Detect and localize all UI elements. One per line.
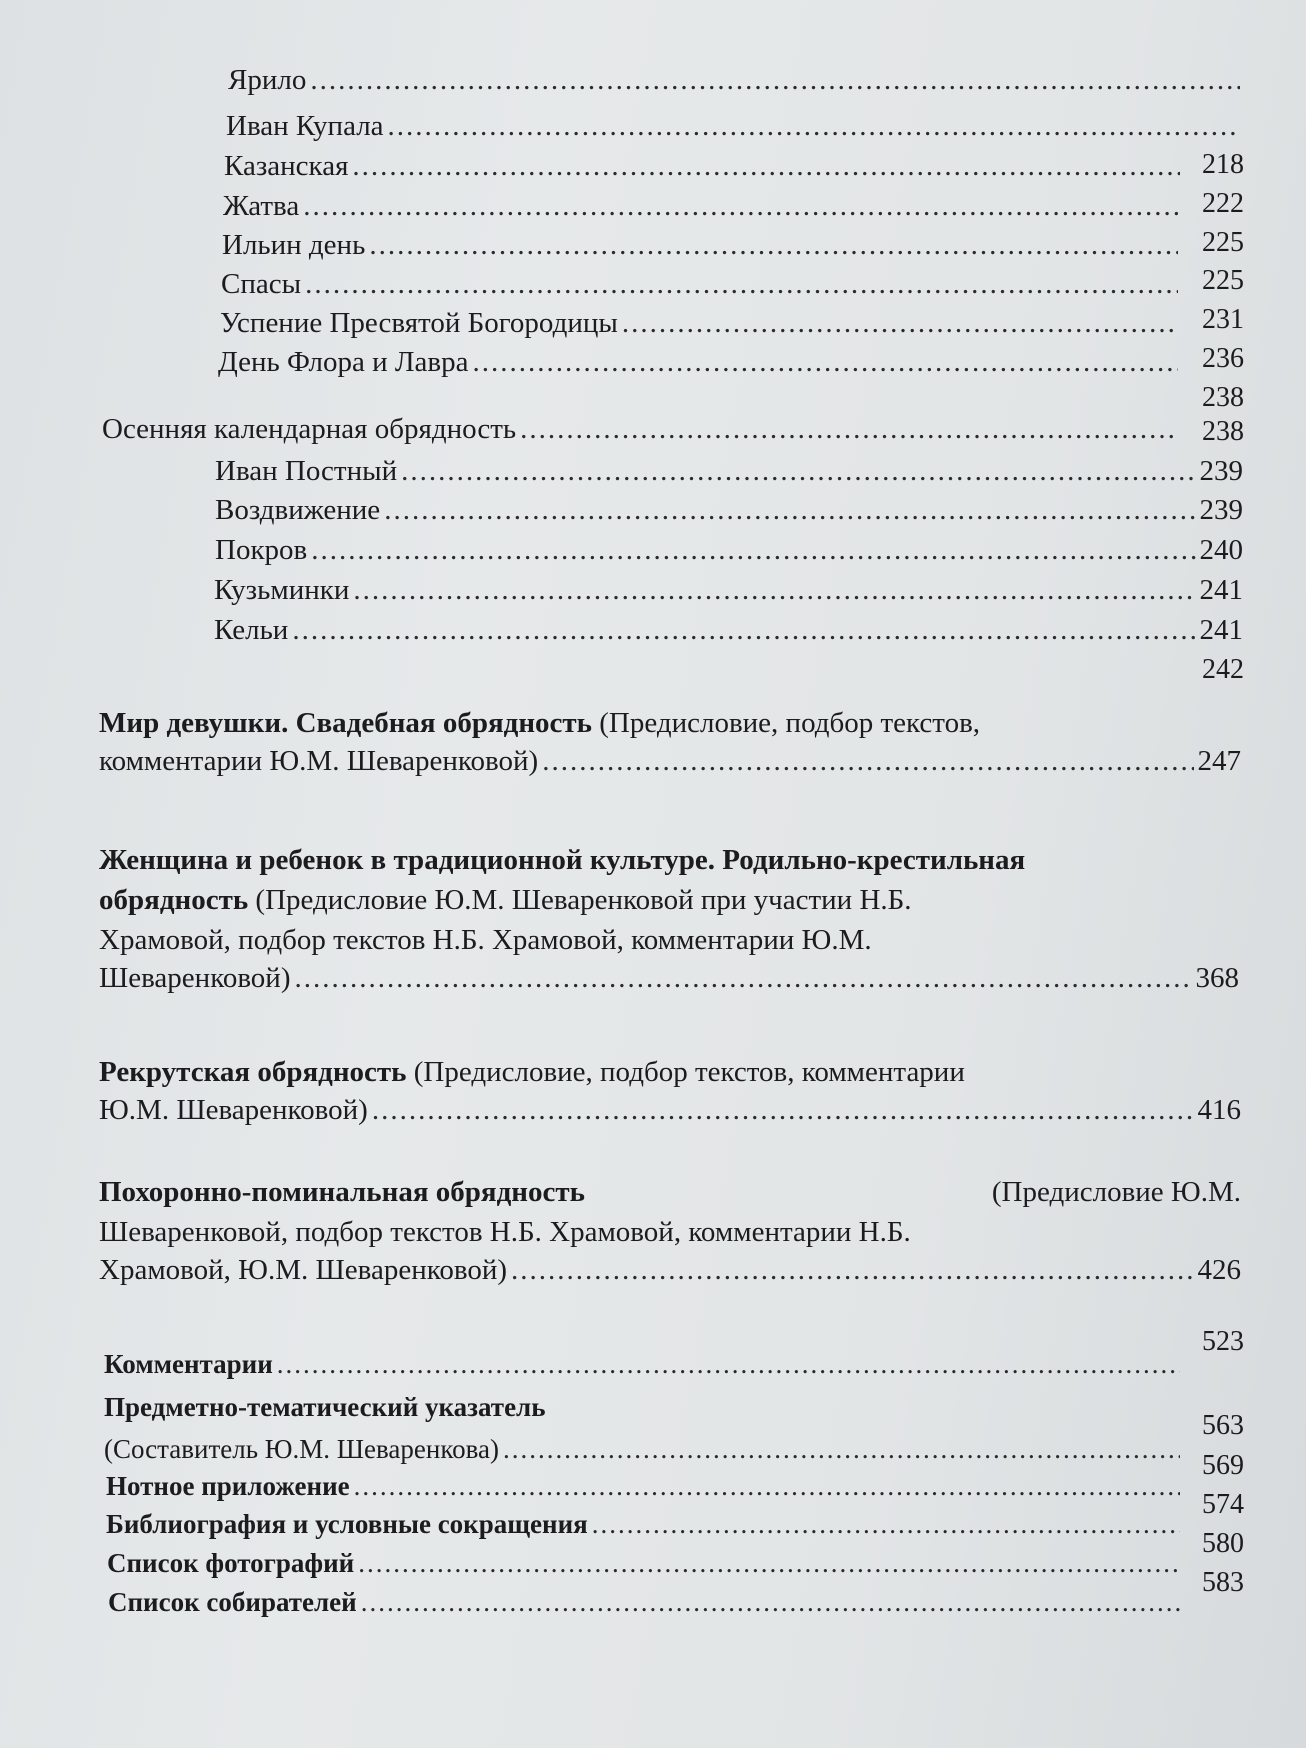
toc-entry-label: День Флора и Лавра bbox=[218, 346, 469, 378]
toc-entry-label: Ярило bbox=[228, 64, 307, 96]
toc-entry-label: Осенняя календарная обрядность bbox=[102, 413, 517, 445]
toc-page-number: 426 bbox=[1197, 1254, 1241, 1286]
dot-leader bbox=[352, 148, 1180, 184]
dot-leader bbox=[305, 266, 1178, 302]
toc-page-number: 239 bbox=[1199, 494, 1243, 526]
dot-leader bbox=[384, 492, 1195, 528]
dot-leader bbox=[542, 743, 1193, 779]
toc-entry-label: Комментарии bbox=[104, 1349, 273, 1379]
toc-page-number: 225 bbox=[1202, 227, 1244, 258]
toc-entry-label: Ильин день bbox=[222, 229, 366, 261]
toc-entry-kelyi bbox=[214, 612, 1243, 648]
toc-page-number: 523 bbox=[1202, 1326, 1244, 1357]
toc-section-recruit bbox=[99, 1052, 1241, 1128]
dot-leader bbox=[358, 1545, 1180, 1581]
dot-leader bbox=[303, 188, 1179, 224]
dot-leader bbox=[472, 344, 1178, 380]
toc-page-number: 242 bbox=[1202, 654, 1244, 685]
dot-leader bbox=[354, 1468, 1180, 1504]
toc-entry-photos bbox=[107, 1545, 1184, 1581]
toc-entry-label: Нотное приложение bbox=[106, 1471, 350, 1501]
toc-entry-kuzminki bbox=[214, 572, 1243, 608]
toc-entry-ivan-kupala bbox=[226, 108, 1244, 144]
dot-leader bbox=[503, 1431, 1180, 1467]
section-title: Похоронно-поминальная обрядность bbox=[99, 1176, 585, 1208]
toc-page-number: 574 bbox=[1202, 1489, 1244, 1520]
toc-page-number: 238 bbox=[1202, 416, 1244, 447]
toc-entry-label: Иван Постный bbox=[215, 455, 398, 487]
toc-section-birth bbox=[99, 840, 1241, 996]
toc-page-number: 580 bbox=[1202, 1528, 1244, 1559]
section-title: Женщина и ребенок в традиционной культуре. Родильно-крестильная bbox=[99, 844, 1026, 876]
toc-entry-label: Кузьминки bbox=[214, 574, 350, 606]
section-note: комментарии Ю.М. Шеваренковой) bbox=[99, 745, 539, 777]
toc-entry-pokrov bbox=[215, 532, 1243, 568]
toc-page-number: 238 bbox=[1202, 382, 1244, 413]
dot-leader bbox=[295, 960, 1192, 996]
toc-entry-label: Библиография и условные сокращения bbox=[106, 1509, 588, 1539]
toc-entry-label: Спасы bbox=[221, 268, 302, 300]
section-note: Храмовой, подбор текстов Н.Б. Храмовой, комментарии Ю.М. bbox=[99, 924, 872, 956]
dot-leader bbox=[401, 453, 1195, 489]
toc-page-number: 368 bbox=[1195, 962, 1239, 994]
toc-entry-ivan-postny bbox=[215, 453, 1243, 489]
toc-entry-spasy bbox=[221, 266, 1182, 302]
toc-entry-label: (Составитель Ю.М. Шеваренкова) bbox=[104, 1434, 499, 1464]
dot-leader bbox=[353, 572, 1195, 608]
toc-entry-index-title bbox=[104, 1389, 1184, 1425]
toc-page-number: 416 bbox=[1197, 1094, 1241, 1126]
toc-entry-label: Список собирателей bbox=[108, 1587, 357, 1617]
toc-page-number: 241 bbox=[1199, 574, 1243, 606]
toc-page-number: 569 bbox=[1202, 1450, 1244, 1481]
section-note: Шеваренковой) bbox=[99, 962, 291, 994]
toc-entry-biblio bbox=[106, 1506, 1184, 1542]
dot-leader bbox=[520, 411, 1178, 447]
toc-page-number: 231 bbox=[1202, 304, 1244, 335]
toc-entry-zhatva bbox=[223, 188, 1183, 224]
dot-leader bbox=[622, 305, 1178, 341]
section-note: Ю.М. Шеваренковой) bbox=[99, 1094, 368, 1126]
toc-entry-yarilo bbox=[228, 62, 1244, 98]
section-title: Мир девушки. Свадебная обрядность bbox=[99, 707, 593, 739]
toc-entry-ilyin-den bbox=[222, 227, 1182, 263]
toc-page-number: 225 bbox=[1202, 265, 1244, 296]
toc-page-number: 583 bbox=[1202, 1567, 1244, 1598]
toc-entry-uspenie bbox=[220, 305, 1182, 341]
toc-entry-label: Успение Пресвятой Богородицы bbox=[220, 307, 618, 339]
dot-leader bbox=[511, 1252, 1193, 1288]
dot-leader bbox=[592, 1506, 1180, 1542]
section-note: (Предисловие Ю.М. bbox=[991, 1176, 1241, 1208]
dot-leader bbox=[361, 1584, 1180, 1620]
section-title: обрядность bbox=[99, 884, 249, 916]
dot-leader bbox=[277, 1346, 1180, 1382]
toc-page-number: 247 bbox=[1197, 745, 1241, 777]
toc-page-number: 222 bbox=[1202, 188, 1244, 219]
toc-entry-index-note bbox=[104, 1431, 1184, 1467]
toc-entry-flor-lavr bbox=[218, 344, 1182, 380]
toc-entry-music bbox=[106, 1468, 1184, 1504]
toc-page-number: 218 bbox=[1202, 149, 1244, 180]
toc-page-number: 236 bbox=[1202, 343, 1244, 374]
dot-leader bbox=[388, 108, 1240, 144]
toc-section-wedding bbox=[99, 703, 1241, 779]
toc-entry-label: Покров bbox=[215, 534, 308, 566]
toc-entry-label: Предметно-тематический указатель bbox=[104, 1392, 546, 1422]
toc-entry-label: Воздвижение bbox=[215, 494, 381, 526]
dot-leader bbox=[310, 62, 1240, 98]
section-title: Рекрутская обрядность bbox=[99, 1056, 407, 1088]
section-note: (Предисловие, подбор текстов, bbox=[599, 707, 981, 739]
dot-leader bbox=[372, 1092, 1194, 1128]
toc-page-number: 239 bbox=[1199, 455, 1243, 487]
toc-page-number: 241 bbox=[1199, 614, 1243, 646]
toc-entry-label: Казанская bbox=[224, 150, 349, 182]
toc-entry-label: Кельи bbox=[214, 614, 289, 646]
section-note: Храмовой, Ю.М. Шеваренковой) bbox=[99, 1254, 508, 1286]
toc-page-number: 563 bbox=[1202, 1410, 1244, 1441]
toc-page-number: 240 bbox=[1199, 534, 1243, 566]
toc-section-funeral bbox=[99, 1172, 1241, 1288]
toc-entry-collectors bbox=[108, 1584, 1184, 1620]
dot-leader bbox=[311, 532, 1195, 568]
dot-leader bbox=[292, 612, 1195, 648]
toc-entry-label: Жатва bbox=[223, 190, 300, 222]
toc-entry-label: Иван Купала bbox=[226, 110, 384, 142]
dot-leader bbox=[369, 227, 1178, 263]
toc-entry-comments bbox=[104, 1346, 1184, 1382]
section-note: (Предисловие, подбор текстов, комментарии bbox=[413, 1056, 965, 1088]
toc-entry-kazanskaya bbox=[224, 148, 1184, 184]
toc-entry-vozdvizhenie bbox=[215, 492, 1243, 528]
toc-entry-label: Список фотографий bbox=[107, 1548, 355, 1578]
toc-entry-autumn bbox=[102, 411, 1182, 447]
section-note: Шеваренковой, подбор текстов Н.Б. Храмовой, комментарии Н.Б. bbox=[99, 1216, 911, 1248]
section-note: (Предисловие Ю.М. Шеваренковой при участии Н.Б. bbox=[255, 884, 912, 916]
